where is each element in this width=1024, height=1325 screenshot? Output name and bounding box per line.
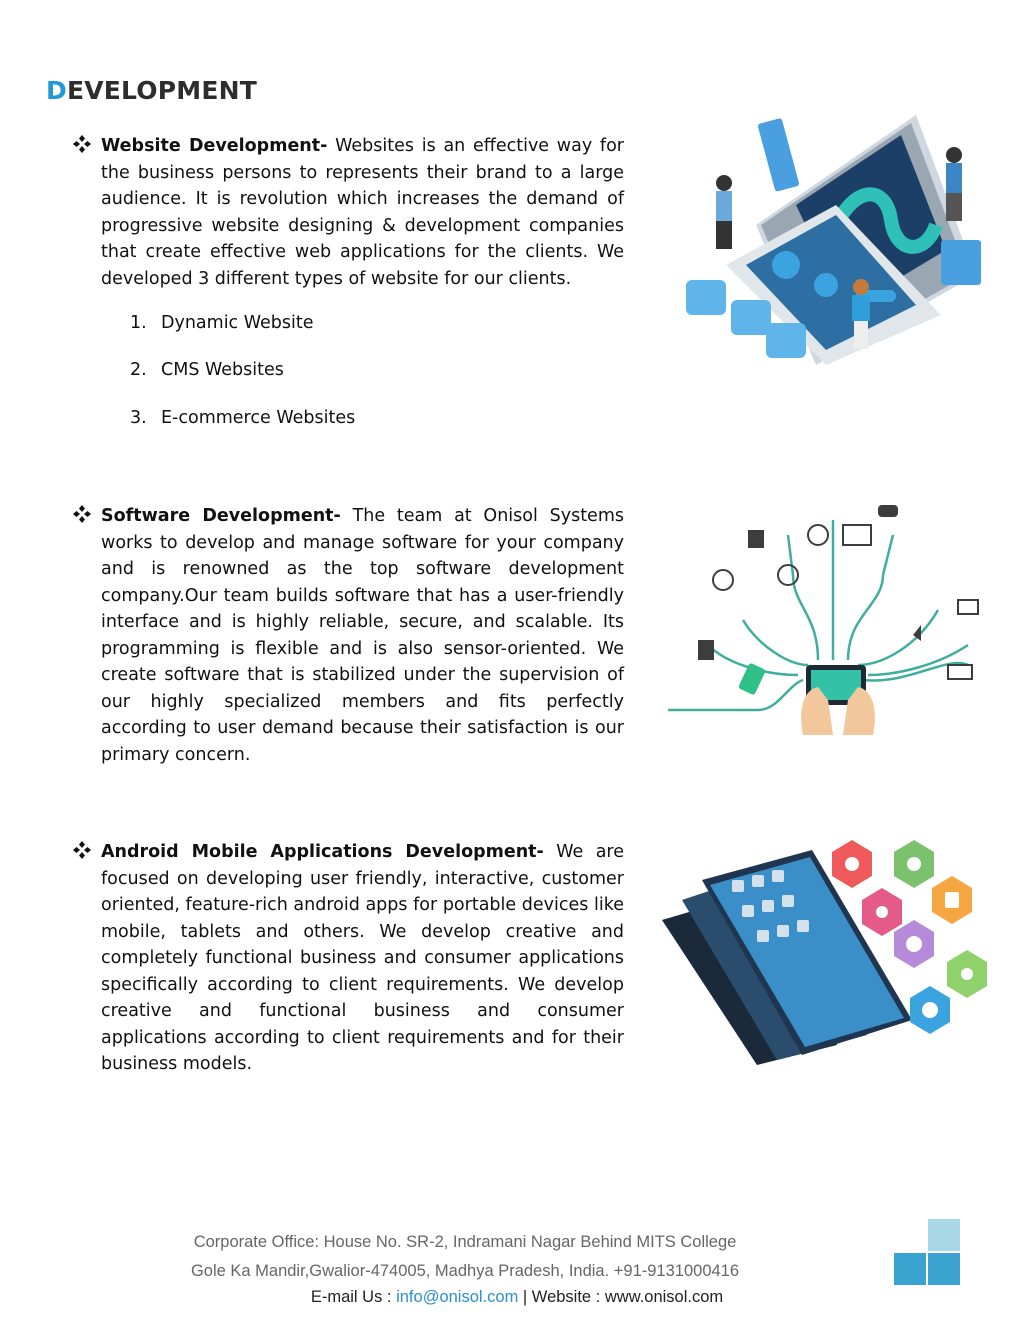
website-label: Website :: [531, 1288, 605, 1306]
email-label: E-mail Us :: [310, 1288, 397, 1306]
section-title: Android Mobile Applications Development-: [101, 842, 544, 862]
section-body: The team at Onisol Systems works to develop and manage software for your company and is renowned as the top software development company.Our team builds software that has a user-friendly interface and is highly reliable, secure, and scalable. Its programming is flexible and is also sensor-oriented. We create software that is stabilized under the supervision of our highly specialized members and fits perfectly according to user demand because their satisfaction is our primary concern.: [101, 506, 624, 765]
list-number: 2.: [130, 360, 147, 380]
website-link[interactable]: www.onisol.com: [604, 1288, 724, 1306]
section-paragraph: [101, 133, 624, 292]
list-label: Dynamic Website: [161, 313, 314, 333]
list-number: 1.: [130, 313, 147, 333]
section-body: Websites is an effective way for the business persons to represents their brand to a large audience. It is revolution which increases the demand of progressive website designing & development companies that create effective web applications for the clients. We developed 3 different types of website for our clients.: [101, 136, 624, 289]
email-link[interactable]: info@onisol.com: [396, 1288, 519, 1306]
title-rest: EVELOPMENT: [66, 76, 258, 105]
list-item: [130, 313, 314, 333]
footer-address-line1: Corporate Office: House No. SR-2, Indramani Nagar Behind MITS College: [193, 1233, 737, 1251]
section-software-development: [72, 503, 624, 768]
title-first-letter: D: [46, 76, 67, 105]
section-website-development: [72, 133, 624, 292]
diamond-bullet-icon: [72, 840, 92, 860]
diamond-bullet-icon: [72, 504, 92, 524]
section-paragraph: [101, 839, 624, 1078]
list-number: 3.: [130, 408, 147, 428]
list-label: CMS Websites: [161, 360, 284, 380]
section-title: Website Development-: [101, 136, 328, 156]
mobile-apps-hexagon-icons: [662, 840, 992, 1065]
footer-contact: [52, 1288, 982, 1307]
laptop-web-development-icon: [686, 115, 996, 365]
footer-separator: |: [518, 1288, 532, 1306]
page-title: [46, 76, 257, 105]
list-item: [130, 408, 355, 428]
company-logo-icon: [892, 1217, 964, 1289]
list-item: [130, 360, 284, 380]
footer-address-line2: Gole Ka Mandir,Gwalior-474005, Madhya Pradesh, India. +91-9131000416: [190, 1262, 740, 1280]
section-title: Software Development-: [101, 506, 341, 526]
tablet-network-icons: [668, 495, 998, 735]
section-paragraph: [101, 503, 624, 768]
section-android-development: [72, 839, 624, 1078]
section-body: We are focused on developing user friendly, interactive, customer oriented, feature-rich android apps for portable devices like mobile, tablets and others. We develop creative and completely functional business and consumer applications specifically according to client requirements. We develop creative and functional business and consumer applications according to client requirements and for their business models.: [101, 842, 624, 1074]
list-label: E-commerce Websites: [161, 408, 356, 428]
diamond-bullet-icon: [72, 134, 92, 154]
